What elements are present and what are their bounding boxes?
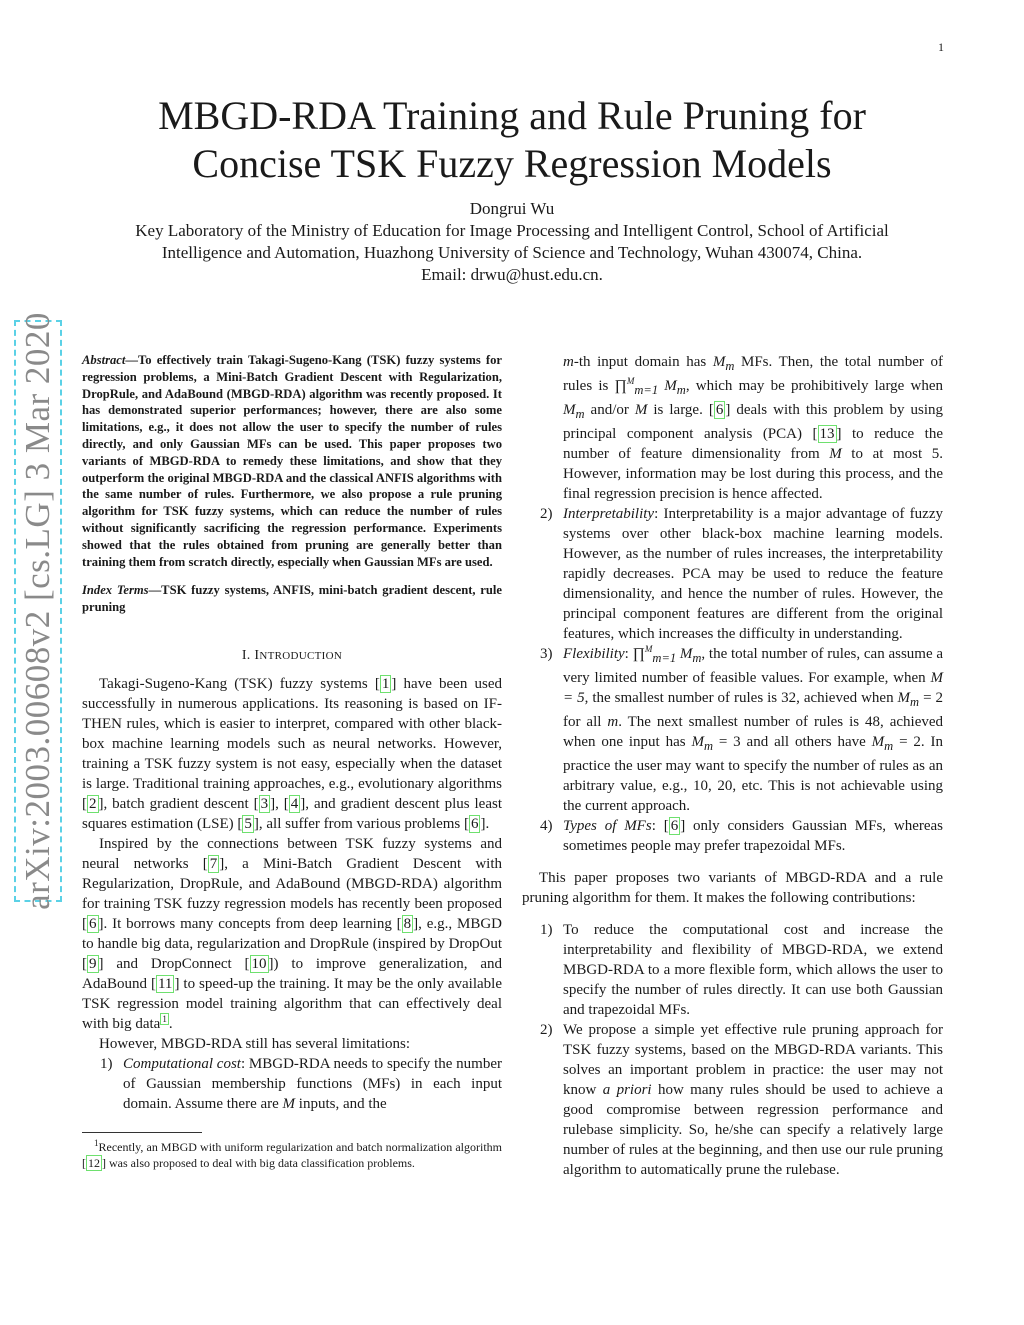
limitations-list — [82, 1054, 502, 1114]
list-item: 1) To reduce the computational cost and increase the interpretability and flexibility of MBGD-RDA, we extend MBGD-RDA to a more flexible form, which allows the user to specify the number of rules directly. It can use both Gaussian and trapezoidal MFs. — [540, 922, 943, 1018]
citation-link[interactable]: 13 — [819, 426, 835, 442]
list-item: 2) We propose a simple yet effective rule pruning approach for TSK fuzzy systems, based on the MBGD-RDA variants. This solves an important problem in practice: the user may not know a priori how many rules should be used to achieve a good compromise between regression performance and rulebase simplicity. So, he/she can specify a relatively large number of rules at the beginning, and then use our rule pruning algorithm to automatically prune the rulebase. — [540, 1022, 943, 1178]
citation-link[interactable]: 10 — [251, 955, 267, 972]
paper-title — [0, 92, 1024, 188]
citation-link[interactable]: 4 — [290, 795, 299, 812]
left-column — [82, 352, 502, 1171]
index-terms-label: Index Terms — [82, 583, 149, 598]
list-item: 2) Interpretability: Interpretability is a major advantage of fuzzy systems over other black-box machine learning models. However, as the number of rules increases, the interpretability rapidly decreases. PCA may be used to reduce the feature dimensionality, and hence the number of rules. However, the principal component features are different from the original features, which increases the difficulty in understanding. — [540, 506, 943, 642]
intro-paragraph-2: Inspired by the connections between TSK fuzzy systems and neural networks [ 7 ], a Mini-Batch Gradient Descent with Regularization, DropRule, and AdaBound (MBGD-RDA) algorithm for training TSK fuzzy regression models has recently been proposed [ 6 ]. It borrows many concepts from deep learning [ 8 ], e.g., MBGD to handle big data, regularization and DropRule (inspired by DropOut [ 9 ] and DropConnect [ 10 ]) to improve generalization, and AdaBound [ 11 ] to speed-up the training. It may be the only available TSK regression model training algorithm that can effectively deal with big data $^1$ . — [82, 835, 503, 1032]
affiliation — [80, 220, 944, 286]
citation-link[interactable]: 3 — [260, 795, 269, 812]
citation-link[interactable]: 6 — [670, 818, 679, 834]
abstract — [82, 352, 502, 570]
list-item: 4) Types of MFs: [ 6 ] only considers Gaussian MFs, whereas sometimes people may prefer trapezoidal MFs. — [540, 818, 944, 854]
abstract-text: —To effectively train Takagi-Sugeno-Kang (TSK) fuzzy systems for regression problems, a Mini-Batch Gradient Descent with Regularization, DropRule, and AdaBound (MBGD-RDA) algorithm was recently proposed. It has demonstrated superior performances; however, there are also some limitations, e.g., it does not allow the user to specify the number of rules directly, and only Gaussian MFs can be used. This paper proposes two variants of MBGD-RDA to remedy these limitations, and show that they outperform the original MBGD-RDA and the classical ANFIS algorithms with the same number of rules. Furthermore, we also propose a rule pruning algorithm for TSK fuzzy systems, which can reduce the number of rules without significantly sacrificing the regression performance. Experiments showed that the rules obtained from pruning are generally better than training them from scratch directly, especially when Gaussian MFs are used. — [82, 353, 502, 569]
footnote-rule — [82, 1132, 202, 1133]
right-column — [522, 352, 943, 1180]
footnote: $^1$Recently, an MBGD with uniform regularization and batch normalization algorithm [ 12 ] was also proposed to deal with big data classification problems. — [82, 1137, 502, 1170]
list-item: m-th input domain has $M_m$ MFs. Then, the total number of rules is ∏$^M_{m=1}$ $M_m$, which may be prohibitively large when $M_m$ and/or M is large. [ 6 ] deals with this problem by using principal component analysis (PCA) [ 13 ] to reduce the number of feature dimensionality from M to at most 5. However, information may be lost during this process, and the final regression precision is hence affected. — [563, 354, 944, 502]
author: Dongrui Wu — [469, 199, 555, 218]
limitations-list-continued — [522, 352, 943, 856]
intro-paragraph-1: Takagi-Sugeno-Kang (TSK) fuzzy systems [ 1 ] have been used successfully in numerous applications. Its reasoning is based on IF-THEN rules, which is easier to interpret, compared with other black-box machine learning models such as neural networks. However, training a TSK fuzzy system is not easy, especially when the dataset is large. Traditional training approaches, e.g., evolutionary algorithms [ 2 ], batch gradient descent [ 3 ], [ 4 ], and gradient descent plus least squares estimation (LSE) [ 5 ], all suffer from various problems [ 6 ]. — [82, 675, 503, 832]
citation-link[interactable]: 6 — [470, 815, 479, 832]
arxiv-stamp[interactable] — [14, 312, 62, 910]
citation-link[interactable]: 11 — [157, 975, 173, 992]
contributions-list — [522, 920, 943, 1180]
title-line-1: MBGD-RDA Training and Rule Pruning for — [158, 93, 866, 138]
citation-link[interactable]: 1 — [381, 675, 390, 692]
title-line-2: Concise TSK Fuzzy Regression Models — [192, 141, 832, 186]
list-item: 3) Flexibility: ∏$^M_{m=1}$ $M_m$, the total number of rules, can assume a very limited number of feasible values. For example, when M = 5, the smallest number of rules is 32, achieved when $M_m = 2$ for all m. The next smallest number of rules is 48, achieved when one input has $M_m = 3$ and all others have $M_m = 2$. In practice the user may want to specify the number of rules as an arbitrary value, e.g., 10, 20, etc. This is not achievable using the current approach. — [540, 644, 944, 814]
citation-link[interactable]: 6 — [89, 915, 97, 932]
citation-link[interactable]: 6 — [715, 402, 724, 418]
citation-link[interactable]: 7 — [209, 855, 218, 872]
affiliation-line-1: Key Laboratory of the Ministry of Education for Image Processing and Intelligent Control, School of Artificial — [135, 221, 889, 240]
citation-link[interactable]: 2 — [89, 795, 97, 812]
intro-paragraph-3: However, MBGD-RDA still has several limitations: — [99, 1035, 411, 1052]
citation-link[interactable]: 9 — [89, 955, 97, 972]
abstract-label: Abstract — [82, 353, 126, 367]
affiliation-line-2: Intelligence and Automation, Huazhong University of Science and Technology, Wuhan 430074, China. — [161, 243, 863, 262]
section-heading-introduction: I. INTRODUCTION — [241, 647, 343, 663]
page-number: 1 — [938, 40, 944, 54]
list-item: 1) Computational cost: MBGD-RDA needs to specify the number of Gaussian membership functions (MFs) in each input domain. Assume there are M inputs, and the — [100, 1055, 503, 1112]
footnote-mark[interactable]: 1 — [162, 1013, 167, 1024]
index-terms-text: —TSK fuzzy systems, ANFIS, mini-batch gradient descent, rule pruning — [82, 583, 502, 615]
arxiv-stamp-text: arXiv:2003.00608v2 [cs.LG] 3 Mar 2020 — [18, 312, 57, 910]
citation-link[interactable]: 8 — [403, 915, 412, 932]
citation-link[interactable]: 12 — [88, 1155, 100, 1170]
citation-link[interactable]: 5 — [244, 815, 252, 832]
index-terms — [82, 582, 502, 616]
email: Email: drwu@hust.edu.cn. — [421, 265, 603, 284]
contributions-intro: This paper proposes two variants of MBGD-RDA and a rule pruning algorithm for them. It makes the following contributions: — [522, 870, 943, 906]
